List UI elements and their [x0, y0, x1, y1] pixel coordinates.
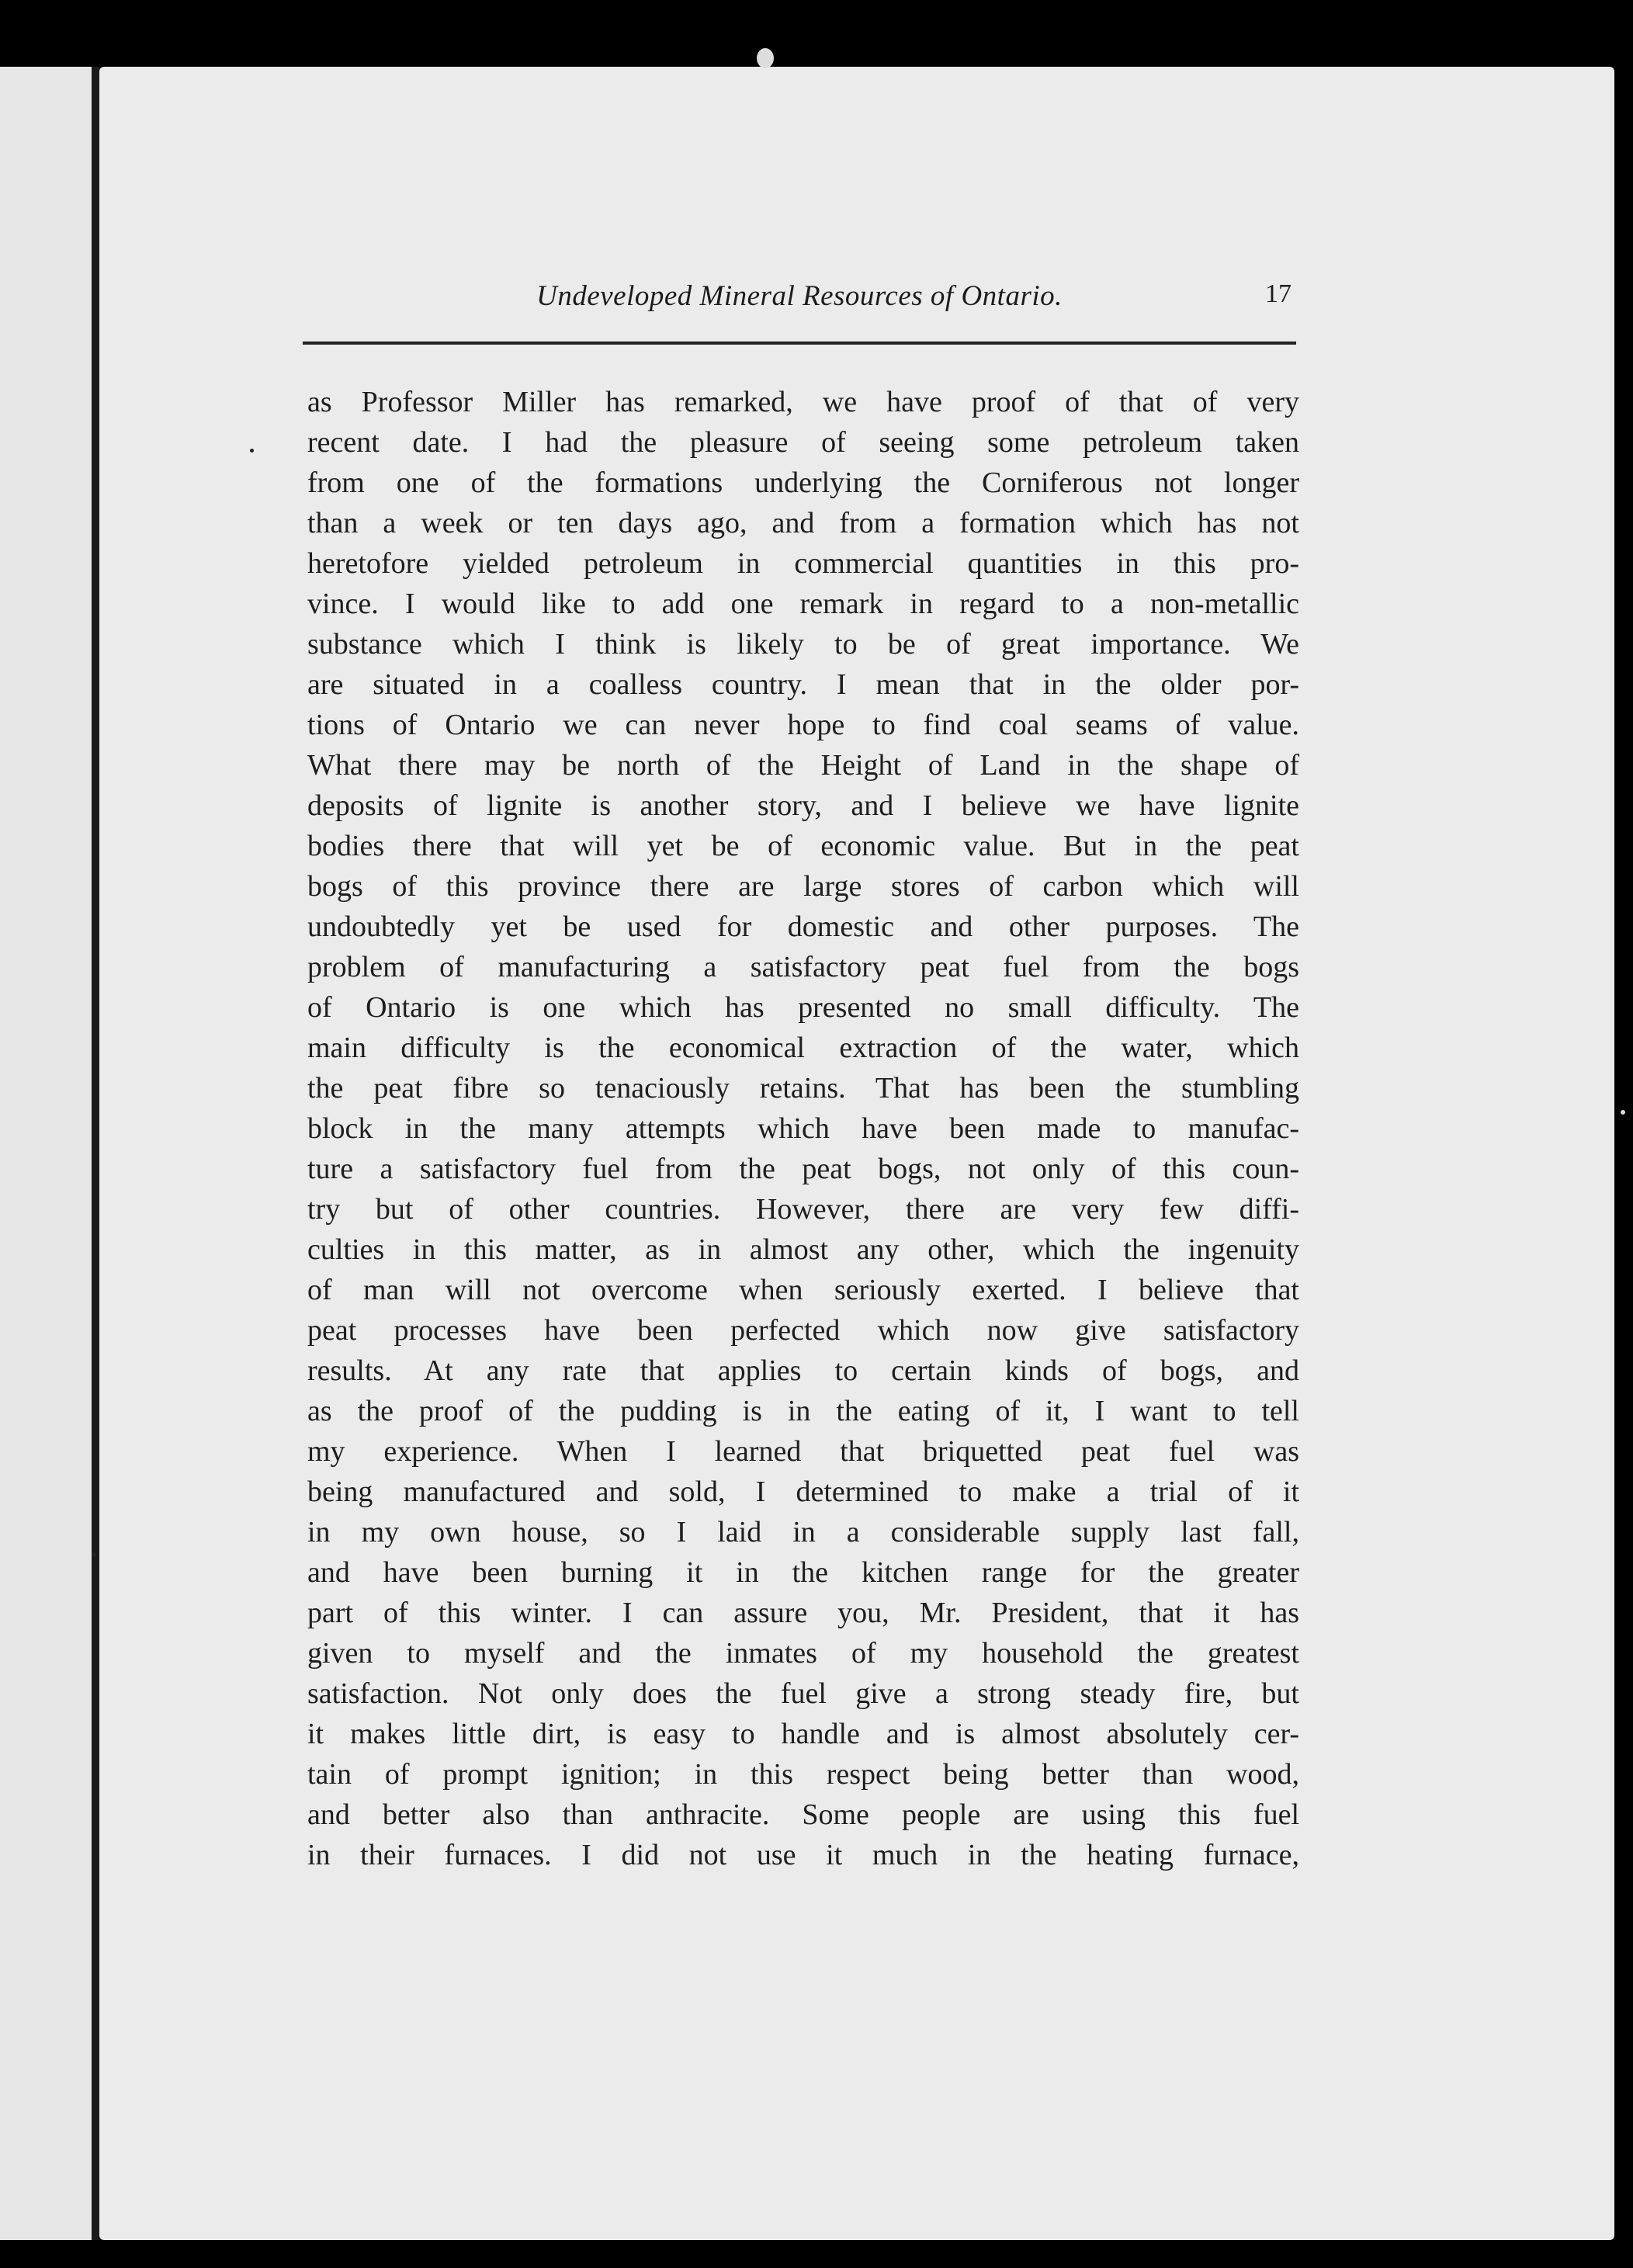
- running-head: [303, 279, 1296, 329]
- scan-speck: [250, 449, 254, 453]
- text-line: as Professor Miller has remarked, we have proof of that of very: [307, 386, 1299, 418]
- text-line: ture a satisfactory fuel from the peat bogs, not only of this coun-: [307, 1153, 1299, 1185]
- text-line: undoubtedly yet be used for domestic and other purposes. The: [307, 910, 1299, 943]
- text-line: than a week or ten days ago, and from a formation which has not: [307, 507, 1299, 539]
- text-line: of Ontario is one which has presented no small difficulty. The: [307, 991, 1299, 1024]
- facing-page-edge: [0, 67, 92, 2240]
- text-line: of man will not overcome when seriously exerted. I believe that: [307, 1274, 1299, 1306]
- text-line: block in the many attempts which have been made to manufac-: [307, 1112, 1299, 1145]
- text-line: heretofore yielded petroleum in commercial quantities in this pro-: [307, 547, 1299, 580]
- text-line: it makes little dirt, is easy to handle and is almost absolutely cer-: [307, 1718, 1299, 1750]
- text-line: in their furnaces. I did not use it much in the heating furnace,: [307, 1839, 1299, 1871]
- text-line: deposits of lignite is another story, and I believe we have lignite: [307, 789, 1299, 822]
- text-line: as the proof of the pudding is in the eating of it, I want to tell: [307, 1395, 1299, 1427]
- text-line: the peat fibre so tenaciously retains. That has been the stumbling: [307, 1072, 1299, 1105]
- text-line: problem of manufacturing a satisfactory peat fuel from the bogs: [307, 951, 1299, 983]
- header-rule: [303, 342, 1296, 345]
- running-title: Undeveloped Mineral Resources of Ontario.: [536, 280, 1063, 312]
- text-line: bodies there that will yet be of economic value. But in the peat: [307, 830, 1299, 862]
- page-number: 17: [1265, 279, 1291, 308]
- text-line: satisfaction. Not only does the fuel give a strong steady fire, but: [307, 1677, 1299, 1710]
- text-line: in my own house, so I laid in a considerable supply last fall,: [307, 1516, 1299, 1548]
- text-line: and better also than anthracite. Some people are using this fuel: [307, 1798, 1299, 1831]
- text-line: are situated in a coalless country. I mean that in the older por-: [307, 668, 1299, 701]
- text-line: and have been burning it in the kitchen range for the greater: [307, 1556, 1299, 1589]
- scan-speck: [757, 48, 774, 68]
- text-line: results. At any rate that applies to certain kinds of bogs, and: [307, 1354, 1299, 1387]
- page-gutter: [92, 67, 99, 2240]
- text-line: tions of Ontario we can never hope to find coal seams of value.: [307, 709, 1299, 741]
- text-line: part of this winter. I can assure you, Mr. President, that it has: [307, 1597, 1299, 1629]
- text-line: my experience. When I learned that briquetted peat fuel was: [307, 1435, 1299, 1468]
- text-line: peat processes have been perfected which now give satisfactory: [307, 1314, 1299, 1347]
- text-line: from one of the formations underlying the Corniferous not longer: [307, 466, 1299, 499]
- text-line: What there may be north of the Height of Land in the shape of: [307, 749, 1299, 782]
- text-line: try but of other countries. However, there are very few diffi-: [307, 1193, 1299, 1226]
- text-line: main difficulty is the economical extraction of the water, which: [307, 1032, 1299, 1064]
- text-line: substance which I think is likely to be of great importance. We: [307, 628, 1299, 661]
- text-line: recent date. I had the pleasure of seeing some petroleum taken: [307, 426, 1299, 459]
- scan-speck: [92, 1552, 96, 1557]
- text-line: culties in this matter, as in almost any other, which the ingenuity: [307, 1233, 1299, 1266]
- text-line: being manufactured and sold, I determined to make a trial of it: [307, 1476, 1299, 1508]
- text-line: vince. I would like to add one remark in regard to a non-metallic: [307, 588, 1299, 620]
- body-text: [307, 382, 1299, 1875]
- text-line: tain of prompt ignition; in this respect being better than wood,: [307, 1758, 1299, 1791]
- scan-speck: [1621, 1110, 1625, 1115]
- text-line: bogs of this province there are large stores of carbon which will: [307, 870, 1299, 903]
- text-line: given to myself and the inmates of my household the greatest: [307, 1637, 1299, 1670]
